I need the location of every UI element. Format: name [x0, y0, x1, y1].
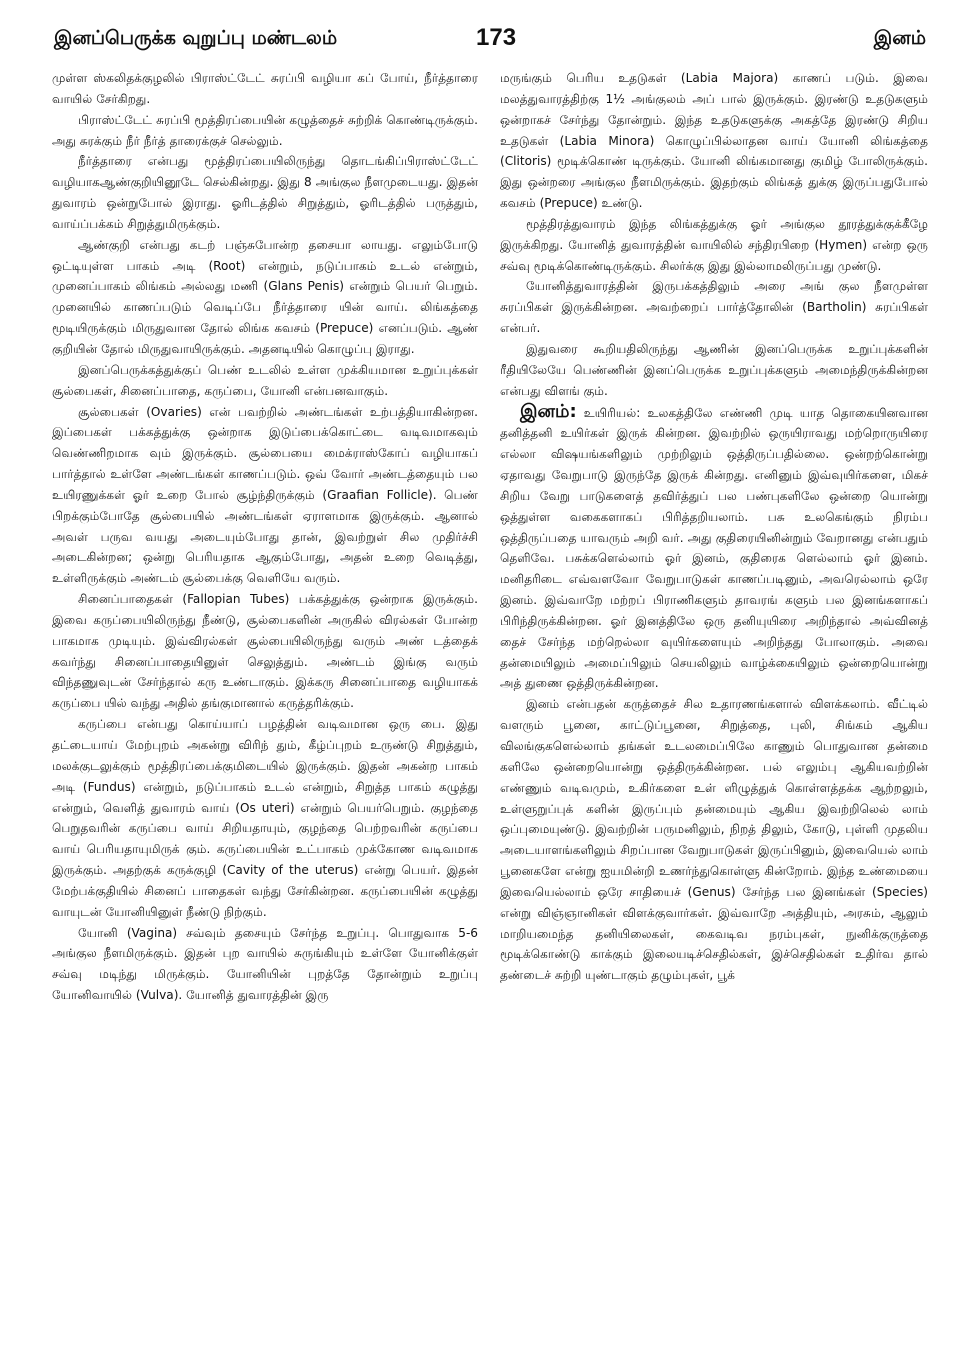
- paragraph: ஆண்குறி என்பது கடற் பஞ்சுபோன்ற தசையா லாயது. எலும்போடு ஒட்டியுள்ள பாகம் அடி (Root) என்றும், நடுப்பாகம் உடல் என்றும், முனைப்பாகம் லிங்கம் அல்லது மணி (Glans Penis) என்றும் பெயர் பெறும். முனையில் காணப்படும் வெடிப்பே நீர்த்தாரை யின் வாய். லிங்கத்தை மூடியிருக்கும் மிருதுவான தோல் லிங்க கவசம் (Prepuce) எனப்படும். ஆண் குறியின் தோல் மிருதுவாயிருக்கும். அதனடியில் கொழுப்பு இராது.: [52, 237, 478, 356]
- page-number: 173: [476, 24, 517, 51]
- paragraph: யோனித்துவாரத்தின் இருபக்கத்திலும் அரை அங் குல நீளமுள்ள சுரப்பிகள் இருக்கின்றன. அவற்றைப் பார்த்தோலின் (Bartholin) சுரப்பிகள் என்பர்.: [500, 279, 928, 336]
- paragraph: நீர்த்தாரை என்பது மூத்திரப்பையிலிருந்து தொடங்கிப்பிராஸ்ட்டேட் வழியாகஆண்குறியினூடே செல்கின்றது. இது 8 அங்குல நீளமுடையது. இதன் துவாரம் ஒன்றுபோல் இராது. ஓரிடத்தில் சிறுத்தும், ஓரிடத்தில் பருத்தும், வாய்ப்பக்கம் சிறுத்துமிருக்கும்.: [52, 154, 478, 231]
- paragraph: சினைப்பாதைகள் (Fallopian Tubes) பக்கத்துக்கு ஒன்றாக இருக்கும். இவை கருப்பையிலிருந்து நீண்டு, சூல்பைகளின் அருகில் விரல்கள் போன்ற பாகமாக முடியும். இவ்விரல்கள் சூல்பையிலிருந்து வரும் அண் டத்தைக் கவர்ந்து சினைப்பாதையினுள் செலுத்தும். அண்டம் இங்கு வரும் விந்தணுவுடன் சேர்ந்தால் கரு உண்டாகும். இக்கரு சினைப்பாதை வழியாகக் கருப்பை யில் வந்து அதில் தங்குமானால் கருத்தரிக்கும்.: [52, 592, 478, 711]
- running-title-right: இனம்: [873, 27, 926, 49]
- paragraph: மூத்திரத்துவாரம் இந்த லிங்கத்துக்கு ஓர் அங்குல தூரத்துக்குக்கீழே இருக்கிறது. யோனித் துவாரத்தின் வாயிலில் சந்திரபிறை (Hymen) என்ற ஒரு சவ்வு மூடிக்கொண்டிருக்கும். சிலர்க்கு இது இல்லாமலிருப்பது முண்டு.: [500, 216, 928, 273]
- paragraph: யோனி (Vagina) சவ்வும் தசையும் சேர்ந்த உறுப்பு. பொதுவாக 5-6 அங்குல நீளமிருக்கும். இதன் புற வாயில் சுருங்கியும் உள்ளே யோனிக்குள் சவ்வு மடிந்து மிருக்கும். யோனியின் புறத்தே தோன்றும் உறுப்பு யோனிவாயில் (Vulva). யோனித் துவாரத்தின் இரு: [52, 925, 478, 1003]
- left-column: [52, 68, 478, 1348]
- paragraph: பிராஸ்ட்டேட் சுரப்பி மூத்திரப்பையின் கழுத்தைச் சுற்றிக் கொண்டிருக்கும். அது சுரக்கும் நீர் நீர்த் தாரைக்குச் செல்லும்.: [52, 112, 478, 148]
- paragraph: இதுவரை கூறியதிலிருந்து ஆணின் இனப்பெருக்க உறுப்புக்களின் ரீதியிலேயே பெண்ணின் இனப்பெருக்க உறுப்புக்களும் அமைந்திருக்கின்றன என்பது விளங் கும்.: [500, 341, 928, 398]
- page-header: [40, 18, 926, 58]
- right-column: [500, 68, 928, 1348]
- paragraph: இனம் என்பதன் கருத்தைச் சில உதாரணங்களால் விளக்கலாம். வீட்டில் வளரும் பூனை, காட்டுப்பூனை, சிறுத்தை, புலி, சிங்கம் ஆகிய விலங்குகளெல்லாம் தங்கள் உடலமைப்பிலே காணும் பொதுவான தன்மை களிலே ஒன்றையொன்று ஒத்திருக்கின்றன. பல் எலும்பு ஆகியவற்றின் எண்ணும் வடிவமும், உகிர்களை உள் ளிழுத்துக் கொள்ளத்தக்க ஆற்றலும், உள்ளுறுப்புக் களின் இருப்பும் தன்மையும் ஆகிய இவற்றிலெல் லாம் ஒப்புமையுண்டு. இவற்றின் பருமனிலும், நிறத் திலும், கோடு, புள்ளி முதலிய அடையாளங்களிலும் சிறப்பான வேறுபாடுகள் இருப்பினும், இவையெல் லாம் பூனைகளே என்று ஐயமின்றி உணர்ந்துகொள்ளு கின்றோம். இந்த உண்மையை இவையெல்லாம் ஒரே சாதியைச் (Genus) சேர்ந்த பல இனங்கள் (Species) என்று விஞ்ஞானிகள் விளக்குவார்கள். இவ்வாறே அத்தியும், அரசும், ஆலும் மாறியமைந்த தனியிலைகள், கைவடிவ நரம்புகள், நுனிக்குருத்தை மூடிக்கொண்டு காக்கும் இலையடிச்செதில்கள், இச்செதில்கள் உதிர்வ தால் தண்டைச் சுற்றி யுண்டாகும் தழும்புகள், பூக்: [500, 697, 928, 983]
- entry-headword: இனம்:: [520, 400, 577, 422]
- paragraph: கருப்பை என்பது கொய்யாப் பழத்தின் வடிவமான ஒரு பை. இது தட்டையாய் மேற்புறம் அகன்று விரிந் தும், கீழ்ப்புறம் உருண்டு சிறுத்தும், மலக்குடலுக்கும் மூத்திரப்பைக்குமிடையில் இருக்கும். இதன் அகன்ற பாகம் அடி (Fundus) என்றும், நடுப்பாகம் உடல் என்றும், சிறுத்த பாகம் கழுத்து என்றும், வெளித் துவாரம் வாய் (Os uteri) என்றும் பெயர்பெறும். குழந்தை பெறுதவரின் கருப்பை வாய் சிறியதாயும், குழந்தை பெற்றவரின் கருப்பை வாய் பெரியதாயுமிருக் கும். கருப்பையின் உட்பாகம் முக்கோண வடிவமாக இருக்கும். அதற்குக் கருக்குழி (Cavity of the uterus) என்று பெயர். இதன் மேற்பக்குதியில் சினைப் பாதைகள் வந்து சேர்கின்றன. கருப்பையின் கழுத்து வாயுடன் யோனியினுள் நீண்டு நிற்கும்.: [52, 717, 478, 919]
- paragraph: முள்ள ஸ்கலிதக்குழலில் பிராஸ்ட்டேட் சுரப்பி வழியா கப் போய், நீர்த்தாரை வாயில் சேர்கிறது.: [52, 71, 478, 106]
- running-title-left: இனப்பெருக்க வுறுப்பு மண்டலம்: [54, 27, 338, 49]
- paragraph: சூல்பைகள் (Ovaries) என் பவற்றில் அண்டங்கள் உற்பத்தியாகின்றன. இப்பைகள் பக்கத்துக்கு ஒன்றாக இடுப்பைக்கொட்டை வடிவமாகவும் வெண்ணிறமாக வும் இருக்கும். சூல்பையை மைக்ராஸ்கோப் வழியாகப் பார்த்தால் உள்ளே அண்டங்கள் காணப்படும். ஒவ் வோர் அண்டத்தையும் பல உயிரணுக்கள் ஓர் உறை போல் சூழ்ந்திருக்கும் (Graafian Follicle). பெண் பிறக்கும்போதே சூல்பையில் அண்டங்கள் ஏராளமாக இருக்கும். ஆனால் அவள் பருவ வயது அடையும்போது தான், இவற்றுள் சில முதிர்ச்சி அடைகின்றன; ஒன்று பெரியதாக ஆகும்போது, அதன் உறை வெடித்து, உள்ளிருக்கும் அண்டம் சூல்பைக்கு வெளியே வரும்.: [52, 404, 478, 586]
- entry-paragraph: [500, 402, 928, 695]
- paragraph: மருங்கும் பெரிய உதடுகள் (Labia Majora) காணப் படும். இவை மலத்துவாரத்திற்கு 1½ அங்குலம் அப் பால் இருக்கும். இரண்டு உதடுகளும் ஒன்றாகச் சேர்ந்து தோன்றும். இந்த உதடுகளுக்கு அகத்தே இரண்டு சிறிய உதடுகள் (Labia Minora) கொழுப்பில்லாதன வாய் யோனி லிங்கத்தை (Clitoris) மூடிக்கொண் டிருக்கும். யோனி லிங்கமானது குமிழ் போலிருக்கும். இது ஒன்றரை அங்குல நீளமிருக்கும். இதற்கும் லிங்கத் துக்கு இருப்பதுபோல் கவசம் (Prepuce) உண்டு.: [500, 71, 928, 211]
- entry-text: உயிரியல்: உலகத்திலே எண்ணி முடி யாத தொகையினவான தனித்தனி உயிர்கள் இருக் கின்றன. இவற்றில் ஒருயிராவது மற்றொருயிரை எல்லா விஷயங்களிலும் முற்றிலும் ஒத்திருப்பதில்லை. ஒன்றற்கொன்று ஏதாவது வேறுபாடு இருந்தே இருக் கின்றது. எனினும் இவ்வுயிர்களை, மிகச் சிறிய வேறு பாடுகளைத் தவிர்த்துப் பல பண்புகளிலே ஒன்றை யொன்று ஒத்துள்ள வகைகளாகப் பிரித்தறியலாம். பசு உலகெங்கும் நிரம்ப ஒத்திருப்பதை யாவரும் அறி வர். அது குதிரையினின்றும் வேறானது என்பதும் தெளிவே. பசுக்களெல்லாம் ஓர் இனம், குதிரைக ளெல்லாம் ஓர் இனம். மனிதரிடை எவ்வளவோ வேறுபாடுகள் காணப்படினும், அவரெல்லாம் ஒரே இனம். இவ்வாறே மற்றப் பிராணிகளும் தாவரங் களும் பல இனங்களாகப் பிரிந்திருக்கின்றன. ஓர் இனத்திலே ஒரு தனியுயிரை அறிந்தால் அவ்வினத் தைச் சேர்ந்த மற்றெல்லா வுயிர்களையும் அறிந்தது போலாகும். அவை தன்மையிலும் அமைப்பிலும் செயலிலும் வாழ்க்கையிலும் ஒன்றையொன்று அத் துணை ஒத்திருக்கின்றன.: [500, 405, 928, 691]
- paragraph: இனப்பெருக்கத்துக்குப் பெண் உடலில் உள்ள முக்கியமான உறுப்புக்கள் சூல்பைகள், சினைப்பாதை, கருப்பை, யோனி என்பனவாகும்.: [52, 362, 478, 398]
